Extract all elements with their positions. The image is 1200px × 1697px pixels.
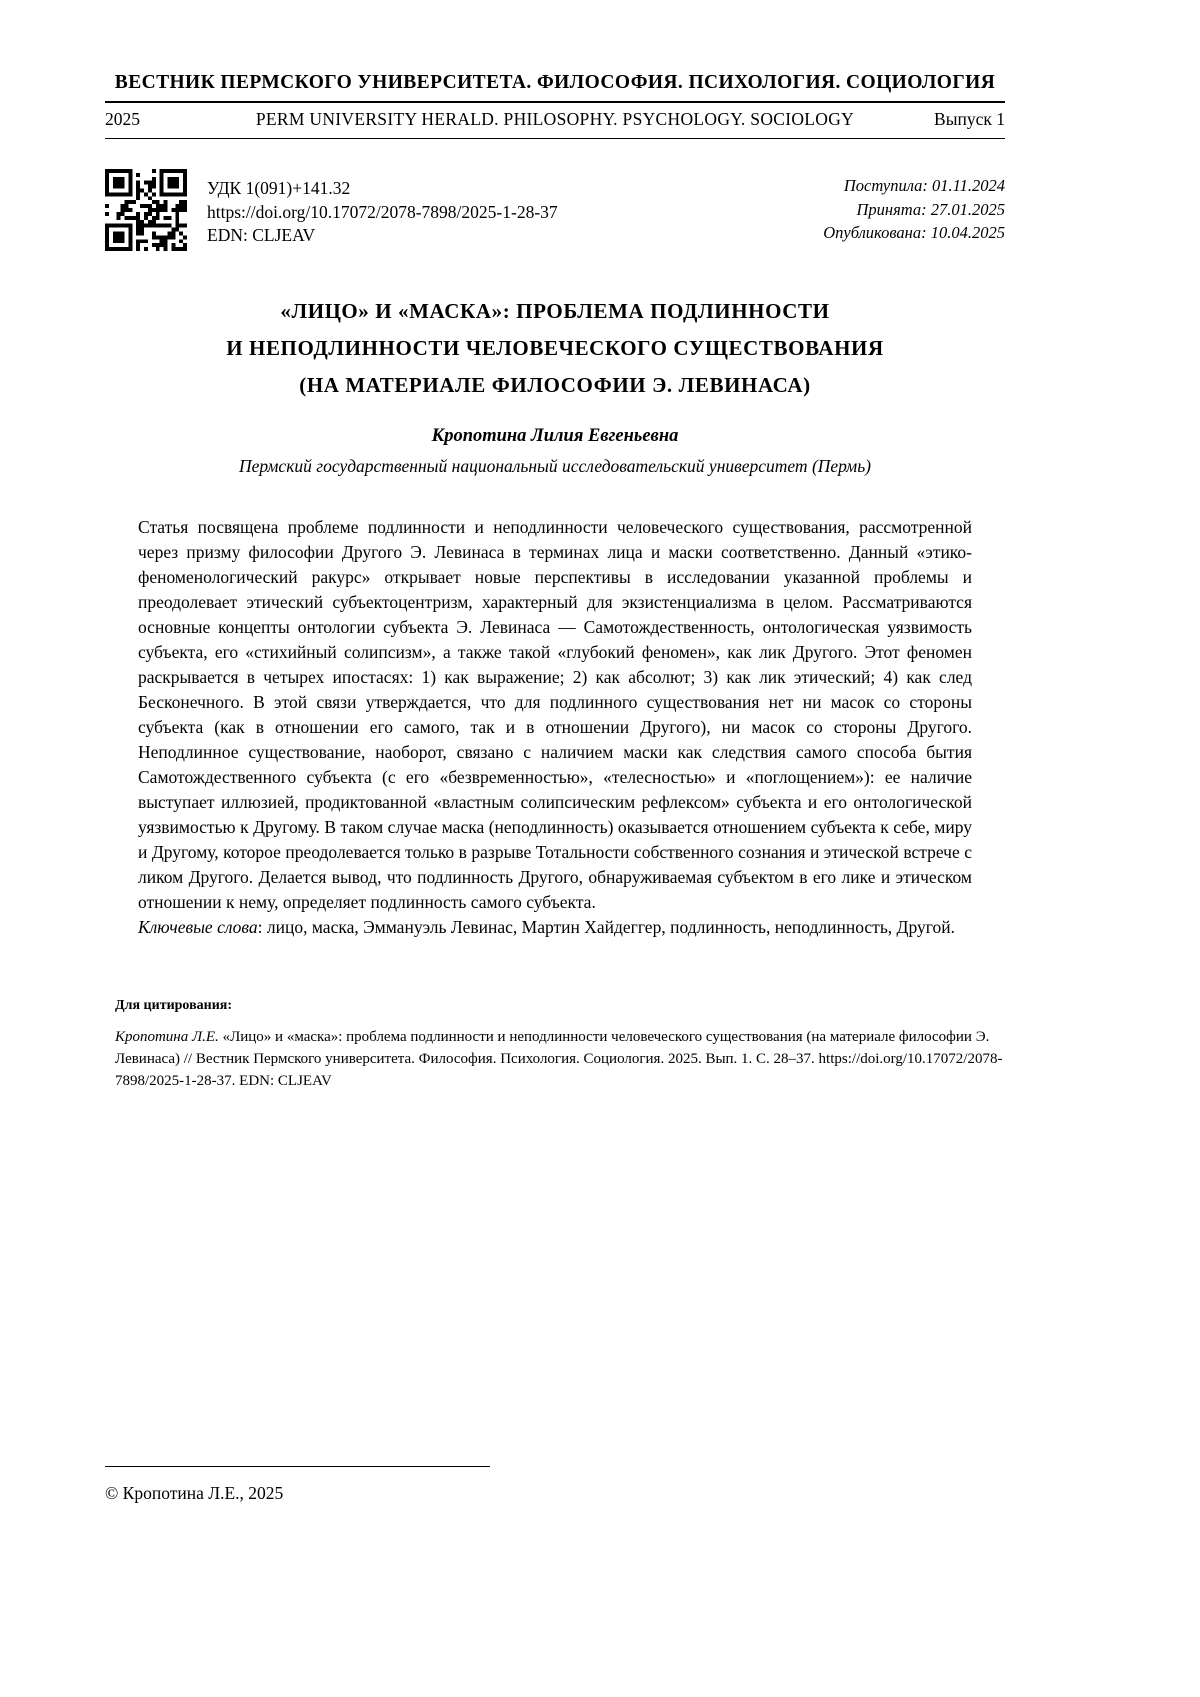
article-title <box>105 293 1005 404</box>
footer <box>105 1466 1005 1504</box>
keywords-list: : лицо, маска, Эммануэль Левинас, Мартин Хайдеггер, подлинность, неподлинность, Другой. <box>257 917 955 937</box>
header-rule-bottom <box>105 138 1005 139</box>
citation-label: Для цитирования: <box>115 998 233 1013</box>
journal-title-ru: ВЕСТНИК ПЕРМСКОГО УНИВЕРСИТЕТА. ФИЛОСОФИЯ. ПСИХОЛОГИЯ. СОЦИОЛОГИЯ <box>114 72 996 93</box>
abstract-text: Статья посвящена проблеме подлинности и неподлинности человеческого существования, рассмотренной через призму философии Другого Э. Левинаса в терминах лица и маски соответственно. Данный «этико-феноменологический ракурс» открывает новые перспективы в исследовании указанной проблемы и преодолевает этический субъектоцентризм, характерный для экзистенциализма в целом. Рассматриваются основные концепты онтологии субъекта Э. Левинаса — Самотождественность, онтологическая уязвимость субъекта, его «стихийный солипсизм», а также такой «глубокий феномен», как лик Другого. Этот феномен раскрывается в четырех ипостасях: 1) как выражение; 2) как абсолют; 3) как лик этический; 4) как след Бесконечного. В этой связи утверждается, что для подлинного существования нет ни масок со стороны субъекта (как в отношении его самого, так и в отношении Другого), ни масок со стороны Другого. Неподлинное существование, наоборот, связано с наличием маски как следствия самого способа бытия Самотождественного субъекта (с его «безвременностью», «телесностью» и «поглощением»): ее наличие выступает иллюзией, продиктованной «властным солипсическим рефлексом» субъекта и его онтологической уязвимостью к Другому. В таком случае маска (неподлинность) оказывается отношением субъекта к себе, миру и Другому, которое преодолевается только в разрыве Тотальности собственного сознания и этической встрече с ликом Другого. Делается вывод, что подлинность Другого, обнаруживаемая субъектом в его лике и этическом отношении к нему, определяет подлинность самого субъекта. <box>138 517 972 912</box>
citation-section <box>105 998 1005 1092</box>
article-identifiers <box>207 169 823 251</box>
qr-code <box>105 169 187 251</box>
title-line-2: И НЕПОДЛИННОСТИ ЧЕЛОВЕЧЕСКОГО СУЩЕСТВОВАНИЯ <box>226 336 884 360</box>
doi-link: https://doi.org/10.17072/2078-7898/2025-1-28-37 <box>207 201 558 222</box>
udc-number: УДК 1(091)+141.32 <box>207 178 351 198</box>
citation-author: Кропотина Л.Е. <box>115 1029 219 1045</box>
article-meta <box>105 169 1005 251</box>
author-name: Кропотина Лилия Евгеньевна <box>431 426 679 446</box>
journal-header <box>105 0 1005 139</box>
title-line-1: «ЛИЦО» И «МАСКА»: ПРОБЛЕМА ПОДЛИННОСТИ <box>280 299 830 323</box>
edn-code: EDN: CLJEAV <box>207 225 316 245</box>
header-meta-row <box>105 103 1005 138</box>
citation-text <box>105 1026 1005 1092</box>
copyright-notice: © Кропотина Л.Е., 2025 <box>105 1483 284 1503</box>
accepted-date: Принята: 27.01.2025 <box>856 199 1005 219</box>
title-line-3: (НА МАТЕРИАЛЕ ФИЛОСОФИИ Э. ЛЕВИНАСА) <box>299 373 811 397</box>
journal-title-en: PERM UNIVERSITY HERALD. PHILOSOPHY. PSYCHOLOGY. SOCIOLOGY <box>255 109 855 129</box>
keywords <box>138 915 972 940</box>
received-date: Поступила: 01.11.2024 <box>843 176 1005 195</box>
qr-code-image <box>105 169 187 251</box>
abstract-section <box>105 515 1005 940</box>
citation-body-text: «Лицо» и «маска»: проблема подлинности и неподлинности человеческого существования (на материале философии Э. Левинаса) // Вестник Пермского университета. Философия. Психология. Социология. 2025. Вып. 1. С. 28–37. https://doi.org/10.17072/2078-7898/2025-1-28-37. EDN: CLJEAV <box>115 1029 1003 1089</box>
year-label: 2025 <box>105 109 140 129</box>
footer-divider <box>105 1466 490 1467</box>
issue-label: Выпуск 1 <box>934 109 1005 129</box>
submission-dates <box>823 169 1005 251</box>
author-affiliation: Пермский государственный национальный исследовательский университет (Пермь) <box>238 456 872 476</box>
keywords-label: Ключевые слова <box>138 917 258 937</box>
page-content <box>105 0 1005 1092</box>
published-date: Опубликована: 10.04.2025 <box>823 223 1005 242</box>
